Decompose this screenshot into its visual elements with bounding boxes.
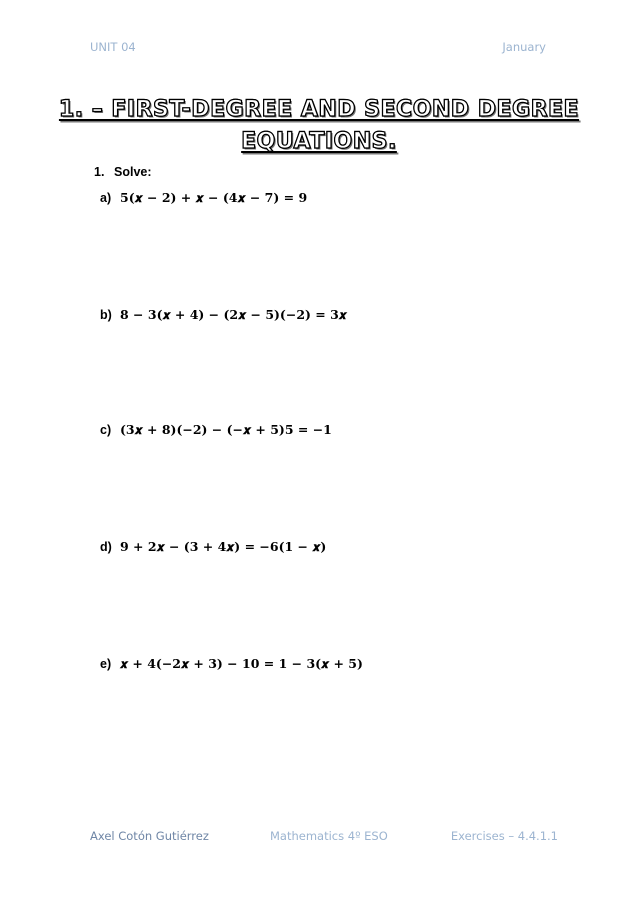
exercise-d: [100, 539, 326, 555]
exercise-b: [100, 307, 347, 323]
question-heading: [94, 165, 152, 179]
exercise-c: [100, 422, 332, 438]
footer-course: Mathematics 4º ESO: [270, 829, 388, 843]
header-unit: UNIT 04: [90, 40, 136, 54]
title-line-1: 1. – FIRST-DEGREE AND SECOND DEGREE: [58, 97, 580, 122]
exercise-equation: (3𝒙 + 8)(−2) − (−𝒙 + 5)5 = −1: [120, 422, 332, 437]
exercise-e: [100, 656, 363, 672]
header-month: January: [502, 40, 546, 54]
question-text: Solve:: [114, 165, 152, 179]
footer-author: Axel Cotón Gutiérrez: [90, 829, 209, 843]
exercise-equation: 5(𝒙 − 2) + 𝒙 − (4𝒙 − 7) = 9: [120, 190, 308, 205]
exercise-label: e): [100, 657, 112, 671]
title-line-2: EQUATIONS.: [241, 129, 397, 154]
exercise-equation: 𝒙 + 4(−2𝒙 + 3) − 10 = 1 − 3(𝒙 + 5): [120, 656, 363, 671]
exercise-label: c): [100, 423, 112, 437]
question-number: 1.: [94, 165, 105, 179]
exercise-label: a): [100, 191, 112, 205]
page-title: [0, 94, 638, 158]
footer-reference: Exercises – 4.4.1.1: [450, 829, 558, 843]
exercise-equation: 9 + 2𝒙 − (3 + 4𝒙) = −6(1 − 𝒙): [120, 539, 327, 554]
exercise-equation: 8 − 3(𝒙 + 4) − (2𝒙 − 5)(−2) = 3𝒙: [120, 307, 347, 322]
exercise-label: d): [100, 540, 112, 554]
exercise-a: [100, 190, 307, 206]
exercise-label: b): [100, 308, 112, 322]
